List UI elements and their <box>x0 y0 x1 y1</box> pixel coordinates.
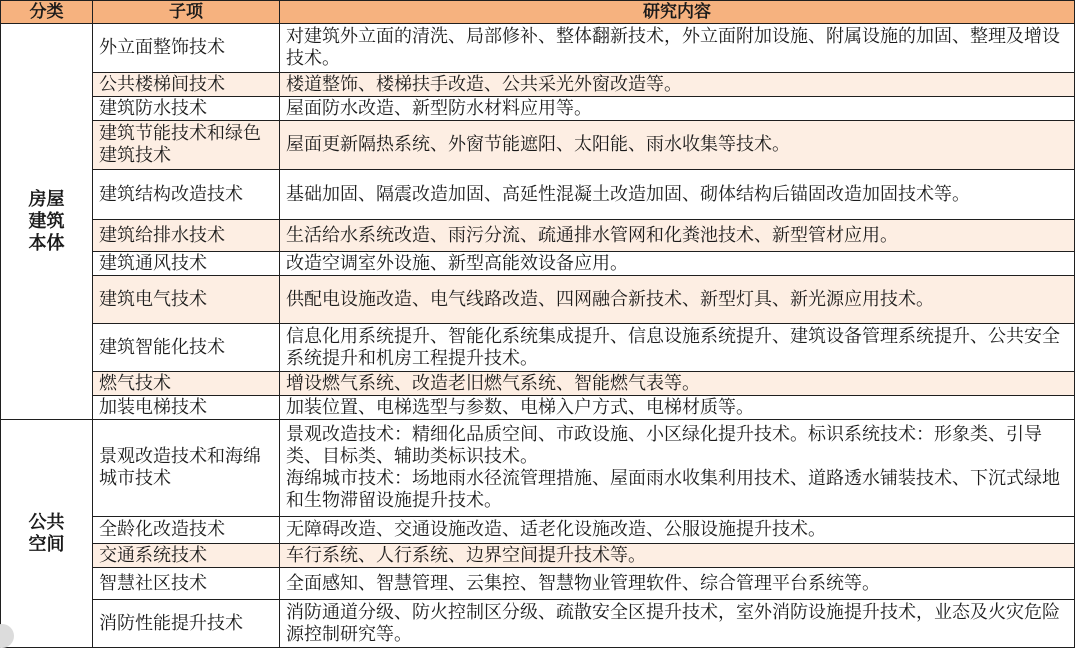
content-cell: 屋面防水改造、新型防水材料应用等。 <box>280 97 1075 121</box>
subitem-cell: 建筑通风技术 <box>93 252 280 276</box>
table-row <box>1 97 1075 121</box>
table-row <box>1 568 1075 600</box>
subitem-cell: 燃气技术 <box>93 372 280 396</box>
header-subitem: 子项 <box>93 1 280 24</box>
table-row <box>1 73 1075 97</box>
table-row <box>1 396 1075 420</box>
table-row <box>1 24 1075 73</box>
header-category: 分类 <box>1 1 93 24</box>
content-cell: 供配电设施改造、电气线路改造、四网融合新技术、新型灯具、新光源应用技术。 <box>280 276 1075 324</box>
header-content: 研究内容 <box>280 1 1075 24</box>
content-cell: 改造空调室外设施、新型高能效设备应用。 <box>280 252 1075 276</box>
table-row <box>1 252 1075 276</box>
content-cell: 基础加固、隔震改造加固、高延性混凝土改造加固、砌体结构后锚固改造加固技术等。 <box>280 170 1075 220</box>
content-cell: 消防通道分级、防火控制区分级、疏散安全区提升技术，室外消防设施提升技术，业态及火灾危险源控制研究等。 <box>280 600 1075 648</box>
table-row <box>1 276 1075 324</box>
content-cell: 增设燃气系统、改造老旧燃气系统、智能燃气表等。 <box>280 372 1075 396</box>
content-cell: 加装位置、电梯选型与参数、电梯入户方式、电梯材质等。 <box>280 396 1075 420</box>
table-row <box>1 324 1075 372</box>
subitem-cell: 建筑节能技术和绿色建筑技术 <box>93 121 280 170</box>
table-row <box>1 420 1075 517</box>
subitem-cell: 智慧社区技术 <box>93 568 280 600</box>
content-cell: 生活给水系统改造、雨污分流、疏通排水管网和化粪池技术、新型管材应用。 <box>280 220 1075 252</box>
header-row <box>1 1 1075 24</box>
category-cell-building: 房屋 建筑 本体 <box>1 24 93 420</box>
content-cell: 对建筑外立面的清洗、局部修补、整体翻新技术，外立面附加设施、附属设施的加固、整理及增设技术。 <box>280 24 1075 73</box>
table-row <box>1 544 1075 568</box>
category-cell-public-space: 公共 空间 <box>1 420 93 648</box>
subitem-cell: 建筑给排水技术 <box>93 220 280 252</box>
subitem-cell: 景观改造技术和海绵城市技术 <box>93 420 280 517</box>
content-cell: 无障碍改造、交通设施改造、适老化设施改造、公服设施提升技术。 <box>280 517 1075 544</box>
table-row <box>1 170 1075 220</box>
subitem-cell: 建筑结构改造技术 <box>93 170 280 220</box>
subitem-cell: 交通系统技术 <box>93 544 280 568</box>
subitem-cell: 外立面整饰技术 <box>93 24 280 73</box>
content-cell: 全面感知、智慧管理、云集控、智慧物业管理软件、综合管理平台系统等。 <box>280 568 1075 600</box>
subitem-cell: 公共楼梯间技术 <box>93 73 280 97</box>
subitem-cell: 建筑智能化技术 <box>93 324 280 372</box>
content-cell: 景观改造技术：精细化品质空间、市政设施、小区绿化提升技术。标识系统技术：形象类、引导类、目标类、辅助类标识技术。 海绵城市技术：场地雨水径流管理措施、屋面雨水收集利用技术、道路透水铺装技术、下沉式绿地和生物滞留设施提升技术。 <box>280 420 1075 517</box>
table-row <box>1 220 1075 252</box>
subitem-cell: 消防性能提升技术 <box>93 600 280 648</box>
table-row <box>1 372 1075 396</box>
content-cell: 屋面更新隔热系统、外窗节能遮阳、太阳能、雨水收集等技术。 <box>280 121 1075 170</box>
table-row <box>1 600 1075 648</box>
content-cell: 信息化用系统提升、智能化系统集成提升、信息设施系统提升、建筑设备管理系统提升、公共安全系统提升和机房工程提升技术。 <box>280 324 1075 372</box>
table-row <box>1 121 1075 170</box>
subitem-cell: 全龄化改造技术 <box>93 517 280 544</box>
subitem-cell: 建筑电气技术 <box>93 276 280 324</box>
content-cell: 车行系统、人行系统、边界空间提升技术等。 <box>280 544 1075 568</box>
table-row <box>1 517 1075 544</box>
content-cell: 楼道整饰、楼梯扶手改造、公共采光外窗改造等。 <box>280 73 1075 97</box>
subitem-cell: 建筑防水技术 <box>93 97 280 121</box>
subitem-cell: 加装电梯技术 <box>93 396 280 420</box>
